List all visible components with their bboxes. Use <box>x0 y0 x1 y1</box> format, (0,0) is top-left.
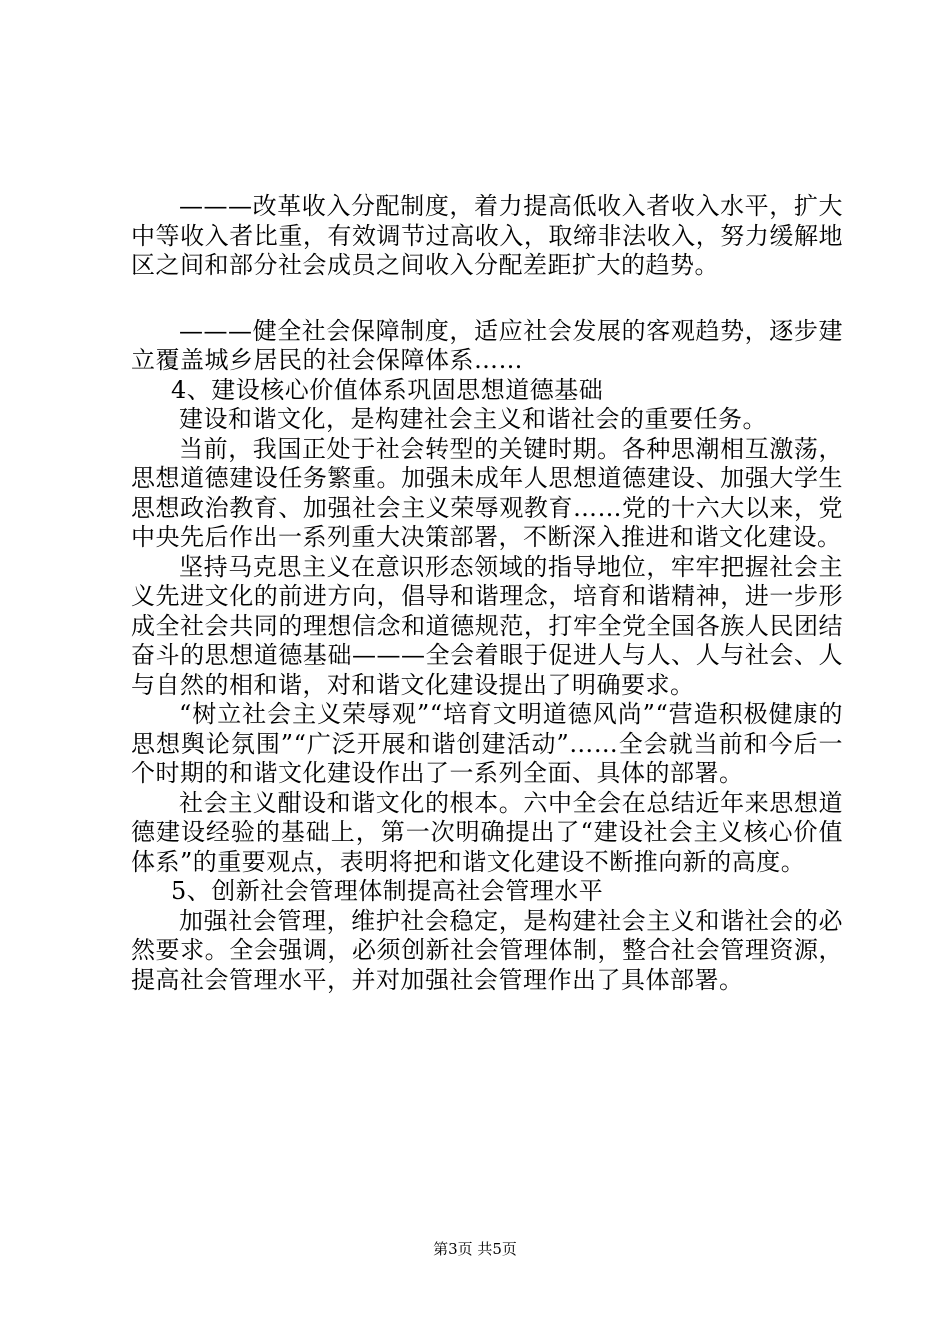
section-heading-4: 4、建设核心价值体系巩固思想道德基础 <box>171 375 604 404</box>
paragraph-marxism-guidance: 坚持马克思主义在意识形态领域的指导地位，牢牢把握社会主义先进文化的前进方向，倡导和谐理念，培育和谐精神，进一步形成全社会共同的理想信念和道德规范，打牢全党全国各族人民团结奋斗的思想道德基础———全会着眼于促进人与人、人与社会、人与自然的相和谐，对和谐文化建设提出了明确要求。 <box>131 552 843 699</box>
page-footer: 第3页 共5页 <box>433 1240 517 1258</box>
paragraph-social-security: ———健全社会保障制度，适应社会发展的客观趋势，逐步建立覆盖城乡居民的社会保障体系…… <box>131 316 843 374</box>
paragraph-core-values: 社会主义酣设和谐文化的根本。六中全会在总结近年来思想道德建设经验的基础上，第一次明确提出了“建设社会主义核心价值体系”的重要观点，表明将把和谐文化建设不断推向新的高度。 <box>131 788 843 876</box>
paragraph-harmonious-culture: 建设和谐文化，是构建社会主义和谐社会的重要任务。 <box>179 405 767 433</box>
paragraph-income-distribution: ———改革收入分配制度，着力提高低收入者收入水平，扩大中等收入者比重，有效调节过高收入，取缔非法收入，努力缓解地区之间和部分社会成员之间收入分配差距扩大的趋势。 <box>131 192 843 279</box>
document-body <box>131 192 843 995</box>
paragraph-honor-disgrace: “树立社会主义荣辱观”“培育文明道德风尚”“营造积极健康的思想舆论氛围”“广泛开展和谐创建活动”……全会就当前和今后一个时期的和谐文化建设作出了一系列全面、具体的部署。 <box>131 700 843 787</box>
section-heading-5: 5、创新社会管理体制提高社会管理水平 <box>171 877 604 905</box>
paragraph-social-management: 加强社会管理，维护社会稳定，是构建社会主义和谐社会的必然要求。全会强调，必须创新社会管理体制，整合社会管理资源，提高社会管理水平，并对加强社会管理作出了具体部署。 <box>131 906 843 994</box>
paragraph-social-transition: 当前，我国正处于社会转型的关键时期。各种思潮相互激荡，思想道德建设任务繁重。加强未成年人思想道德建设、加强大学生思想政治教育、加强社会主义荣辱观教育……党的十六大以来，党中央先后作出一系列重大决策部署，不断深入推进和谐文化建设。 <box>131 434 843 551</box>
